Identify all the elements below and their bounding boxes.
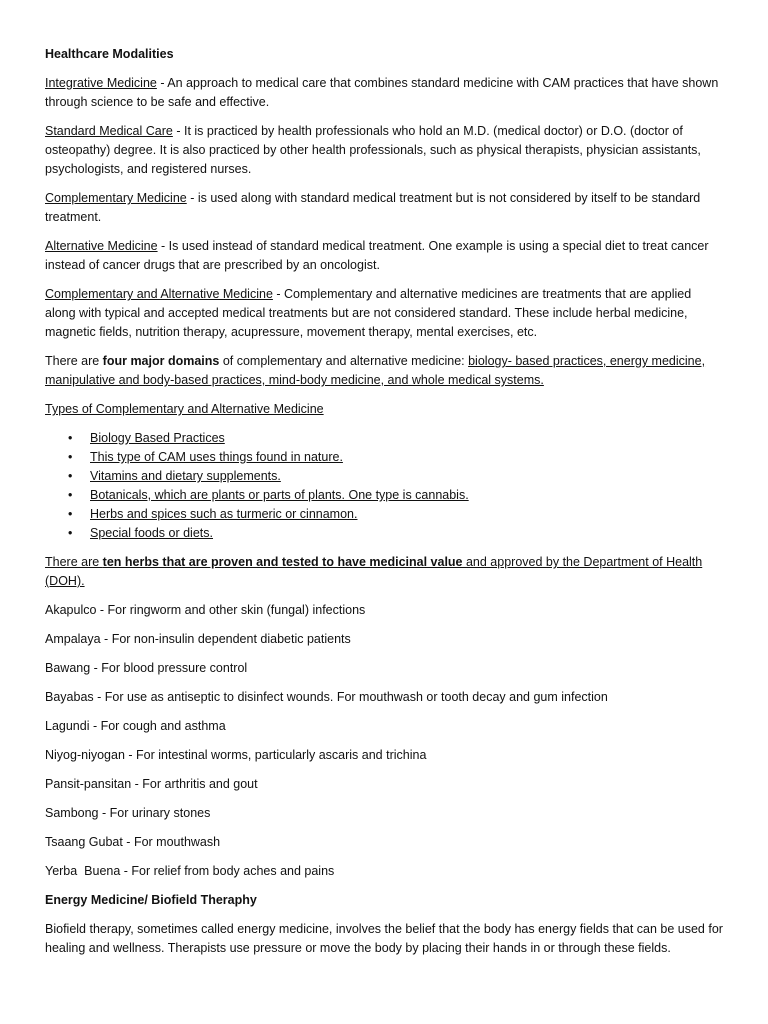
herb-entry: Bayabas - For use as antiseptic to disinfect wounds. For mouthwash or tooth decay and gum infection <box>45 690 608 704</box>
definition-standard <box>45 122 723 179</box>
herbs-end: and approved by the Department of Health (DOH). <box>45 555 703 588</box>
herbs-bold: ten herbs that are proven and tested to have medicinal value <box>102 555 463 569</box>
herb-entry: Niyog-niyogan - For intestinal worms, particularly ascaris and trichina <box>45 748 427 762</box>
term-integrative-medicine: Integrative Medicine <box>45 76 157 90</box>
herb-entry: Sambong - For urinary stones <box>45 806 211 820</box>
definition-text: - An approach to medical care that combines standard medicine with CAM practices that have shown through science to be safe and effective. <box>45 76 719 109</box>
definition-text: - It is practiced by health professionals who hold an M.D. (medical doctor) or D.O. (doctor of osteopathy) degree. It is also practiced by other health professionals, such as physical therapists, physician assistants, psychologists, and registered nurses. <box>45 124 701 176</box>
bullet-icon: • <box>68 469 73 483</box>
bullet-icon: • <box>68 488 73 502</box>
bullet-icon: • <box>68 431 73 445</box>
list-item-text: Vitamins and dietary supplements. <box>90 469 281 483</box>
list-item-text: Special foods or diets. <box>90 526 213 540</box>
herb-entry: Lagundi - For cough and asthma <box>45 719 226 733</box>
definition-cam <box>45 285 723 342</box>
definition-text: - Complementary and alternative medicines are treatments that are applied along with typical and accepted medical treatments but are not considered standard. These include herbal medicine, magnetic fields, nutrition therapy, acupressure, movement therapy, mental exercises, etc. <box>45 287 692 339</box>
document-title: Healthcare Modalities <box>45 47 174 61</box>
term-complementary-medicine: Complementary Medicine <box>45 191 187 205</box>
herbs-intro: There are <box>45 555 103 569</box>
definition-text: - Is used instead of standard medical treatment. One example is using a special diet to treat cancer instead of cancer drugs that are prescribed by an oncologist. <box>45 239 709 272</box>
list-item <box>68 486 723 505</box>
herb-entry: Bawang - For blood pressure control <box>45 661 248 675</box>
term-cam: Complementary and Alternative Medicine <box>45 287 273 301</box>
types-list <box>45 429 723 543</box>
domains-mid: of complementary and alternative medicine: <box>219 354 469 368</box>
list-item-text: Botanicals, which are plants or parts of plants. One type is cannabis. <box>90 488 469 502</box>
list-item <box>68 448 723 467</box>
herb-entry: Yerba Buena - For relief from body aches and pains <box>45 864 335 878</box>
list-item <box>68 505 723 524</box>
types-heading: Types of Complementary and Alternative Medicine <box>45 402 324 416</box>
list-item-text: Herbs and spices such as turmeric or cinnamon. <box>90 507 358 521</box>
bullet-icon: • <box>68 450 73 464</box>
energy-medicine-heading: Energy Medicine/ Biofield Theraphy <box>45 893 257 907</box>
list-item <box>68 467 723 486</box>
domains-bold: four major domains <box>102 354 220 368</box>
bullet-icon: • <box>68 526 73 540</box>
domains-list: biology- based practices, energy medicine, manipulative and body-based practices, mind-body medicine, and whole medical systems. <box>45 354 706 387</box>
term-alternative-medicine: Alternative Medicine <box>45 239 158 253</box>
list-item-text: Biology Based Practices <box>90 431 225 445</box>
definition-text: - is used along with standard medical treatment but is not considered by itself to be standard treatment. <box>45 191 701 224</box>
domains-paragraph <box>45 352 723 390</box>
herbs-intro-paragraph <box>45 553 723 591</box>
herb-entry: Akapulco - For ringworm and other skin (fungal) infections <box>45 603 366 617</box>
definition-alternative <box>45 237 723 275</box>
definition-integrative <box>45 74 723 112</box>
herb-entry: Tsaang Gubat - For mouthwash <box>45 835 221 849</box>
energy-medicine-text: Biofield therapy, sometimes called energy medicine, involves the belief that the body has energy fields that can be used for healing and wellness. Therapists use pressure or move the body by placing their hands in or through these fields. <box>45 922 723 955</box>
bullet-icon: • <box>68 507 73 521</box>
herb-entry: Ampalaya - For non-insulin dependent diabetic patients <box>45 632 351 646</box>
herb-entry: Pansit-pansitan - For arthritis and gout <box>45 777 258 791</box>
definition-complementary <box>45 189 723 227</box>
list-item <box>68 524 723 543</box>
domains-intro: There are <box>45 354 103 368</box>
term-standard-medical-care: Standard Medical Care <box>45 124 173 138</box>
list-item <box>68 429 723 448</box>
list-item-text: This type of CAM uses things found in nature. <box>90 450 343 464</box>
